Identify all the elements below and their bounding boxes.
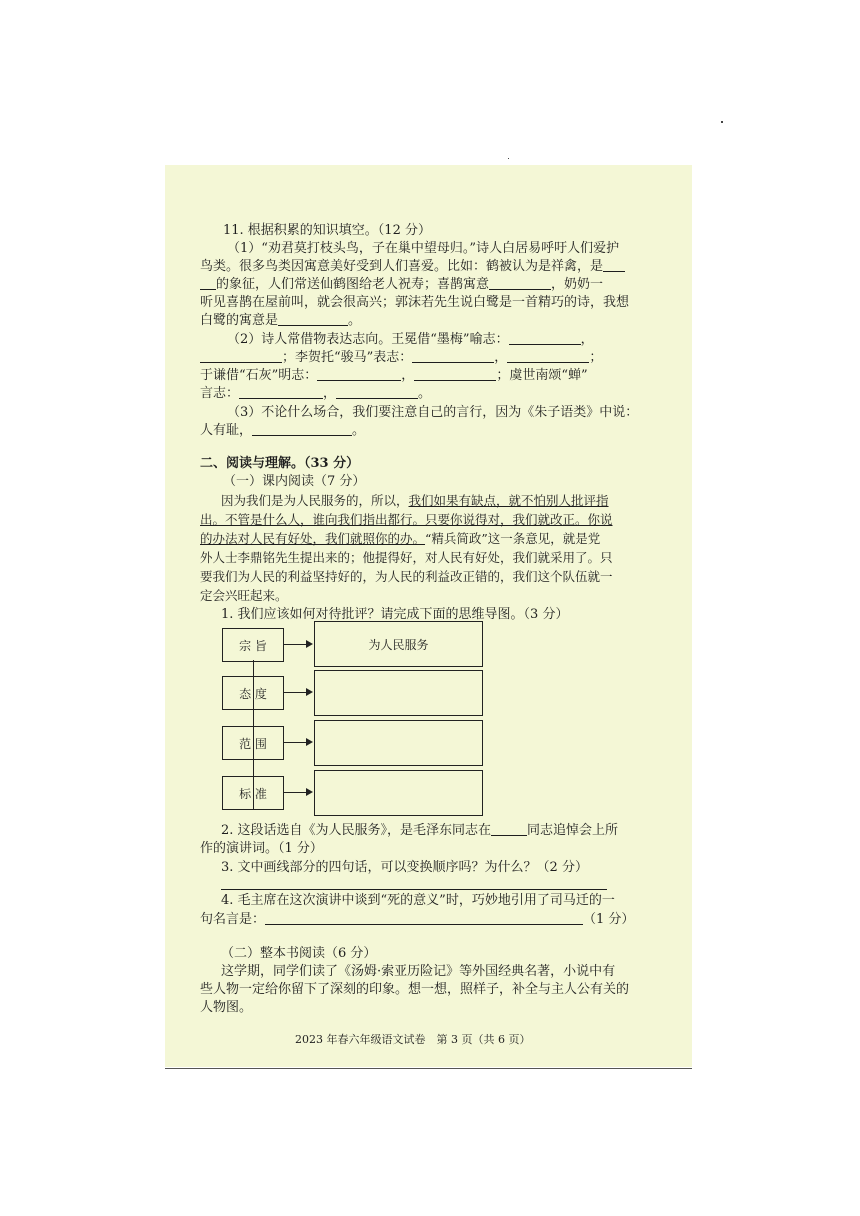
mindmap-answer-box[interactable] [314, 670, 483, 716]
q11-p2-line1 [227, 331, 594, 349]
scan-speck [508, 158, 509, 159]
q11-p2-text: ；李贺托“骏马”表志： [282, 350, 413, 365]
mindmap-answer-box[interactable] [314, 770, 483, 816]
sub2-line1: 这学期，同学们读了《汤姆·索亚历险记》等外国经典名著，小说中有 [221, 964, 616, 979]
punct: 。 [352, 423, 366, 438]
passage-line2: 出。不管是什么人，谁向我们指出都行。只要你说得对，我们就改正。你说 [200, 512, 613, 527]
q11-p2-line2 [200, 349, 602, 367]
punct: ， [580, 332, 594, 347]
answer-blank[interactable] [317, 367, 401, 381]
q2-line2: 作的演讲词。（1 分） [200, 841, 323, 856]
q3-answer-line[interactable] [221, 889, 607, 890]
underlined-text: 我们如果有缺点，就不怕别人批评指 [408, 493, 609, 508]
q11-p1-text: 白鹭的寓意是 [200, 313, 279, 328]
connector [283, 792, 307, 793]
q11-p3-line1: （3）不论什么场合，我们要注意自己的言行，因为《朱子语类》中说： [227, 405, 639, 420]
answer-blank[interactable] [603, 258, 625, 272]
q2-text: 2. 这段话选自《为人民服务》，是毛泽东同志在 [221, 823, 492, 838]
connector [283, 742, 307, 743]
q2-line1 [221, 822, 618, 840]
connector [283, 644, 307, 645]
mindmap-label-box: 态 度 [222, 676, 284, 710]
answer-blank[interactable] [239, 385, 323, 399]
q11-p1-line3 [200, 276, 603, 294]
answer-blank[interactable] [412, 349, 494, 363]
answer-blank[interactable] [200, 276, 216, 290]
mindmap-label-box: 范 围 [222, 726, 284, 760]
q3-text: 3. 文中画线部分的四句话，可以变换顺序吗？为什么？（2 分） [221, 860, 588, 875]
answer-blank[interactable] [252, 422, 352, 436]
q11-p1-line1: （1）“劝君莫打枝头鸟，子在巢中望母归。”诗人白居易呼吁人们爱护 [227, 241, 620, 256]
answer-blank[interactable] [507, 349, 589, 363]
passage-text: 因为我们是为人民服务的，所以， [221, 493, 409, 508]
mindmap-answer-box[interactable] [314, 720, 483, 766]
passage-text: “精兵简政”这一条意见，就是党 [425, 531, 601, 546]
passage-line3 [200, 530, 600, 548]
q4-text: （1 分） [583, 912, 635, 927]
page-footer: 2023 年春六年级语文试卷 第 3 页（共 6 页） [295, 1033, 531, 1046]
passage-line4: 外人士李鼎铭先生提出来的；他提得好，对人民有好处，我们就采用了。只 [200, 550, 613, 565]
answer-blank[interactable] [278, 312, 348, 326]
arrow-icon [306, 738, 313, 746]
q1-text: 1. 我们应该如何对待批评？请完成下面的思维导图。（3 分） [221, 607, 569, 622]
q11-p1-text: ，奶奶一 [551, 277, 604, 292]
passage-line1 [221, 492, 609, 510]
answer-blank[interactable] [200, 349, 282, 363]
punct: ； [589, 350, 603, 365]
q11-p1-text: 鸟类。很多鸟类因寓意美好受到人们喜爱。比如：鹤被认为是祥禽，是 [200, 259, 604, 274]
q11-p2-text: 于谦借“石灰”明志： [200, 368, 318, 383]
q11-p1-line4: 听见喜鹊在屋前叫，就会很高兴；郭沫若先生说白鹭是一首精巧的诗，我想 [200, 295, 630, 310]
q11-p1-line2 [200, 258, 625, 276]
answer-blank[interactable] [489, 276, 551, 290]
q11-p1-text: 的象征，人们常送仙鹤图给老人祝寿；喜鹊寓意 [216, 277, 490, 292]
q11-p3-text: 人有耻， [200, 423, 253, 438]
scan-speck [721, 121, 723, 123]
q11-p2-text: ；虞世南颂“蝉” [496, 368, 588, 383]
connector [283, 692, 307, 693]
section2-title: 二、阅读与理解。（33 分） [200, 456, 360, 471]
q11-p2-text: （2）诗人常借物表达志向。王冕借“墨梅”喻志： [227, 332, 509, 347]
punct: ， [494, 350, 508, 365]
q11-p2-line4 [200, 385, 431, 403]
arrow-icon [306, 640, 313, 648]
punct: ， [323, 386, 337, 401]
q2-text: 同志追悼会上所 [527, 823, 619, 838]
q4-text: 句名言是： [200, 912, 266, 927]
exam-page [165, 165, 692, 1067]
q11-p3-line2 [200, 422, 365, 440]
section2-sub1: （一）课内阅读（7 分） [223, 474, 366, 489]
answer-blank[interactable] [336, 385, 418, 399]
mindmap-answer-box: 为人民服务 [314, 621, 483, 667]
q11-p1-text: 。 [348, 313, 362, 328]
section2-sub2: （二）整本书阅读（6 分） [221, 946, 377, 961]
q11-p1-line5 [200, 312, 361, 330]
punct: 。 [418, 386, 432, 401]
q4-line2 [200, 911, 634, 929]
answer-blank[interactable] [491, 822, 527, 836]
answer-blank[interactable] [509, 331, 581, 345]
arrow-icon [306, 688, 313, 696]
sub2-line3: 人物图。 [200, 1000, 253, 1015]
q11-title: 11. 根据积累的知识填空。（12 分） [223, 223, 431, 238]
arrow-icon [306, 788, 313, 796]
q4-line1: 4. 毛主席在这次演讲中谈到“死的意义”时，巧妙地引用了司马迁的一 [221, 893, 615, 908]
sub2-line2: 些人物一定给你留下了深刻的印象。想一想，照样子，补全与主人公有关的 [200, 982, 630, 997]
mindmap-label-box: 标 准 [222, 776, 284, 810]
passage-line5: 要我们为人民的利益坚持好的，为人民的利益改正错的，我们这个队伍就一 [200, 569, 613, 584]
underlined-text: 的办法对人民有好处，我们就照你的办。 [200, 531, 426, 546]
answer-blank[interactable] [414, 367, 496, 381]
passage-line6: 定会兴旺起来。 [200, 588, 288, 603]
mindmap-label-box: 宗 旨 [222, 628, 284, 662]
q11-p2-text: 言志： [200, 386, 240, 401]
page-bottom-edge [165, 1068, 692, 1069]
answer-blank[interactable] [265, 911, 583, 925]
punct: ， [401, 368, 415, 383]
q11-p2-line3 [200, 367, 588, 385]
